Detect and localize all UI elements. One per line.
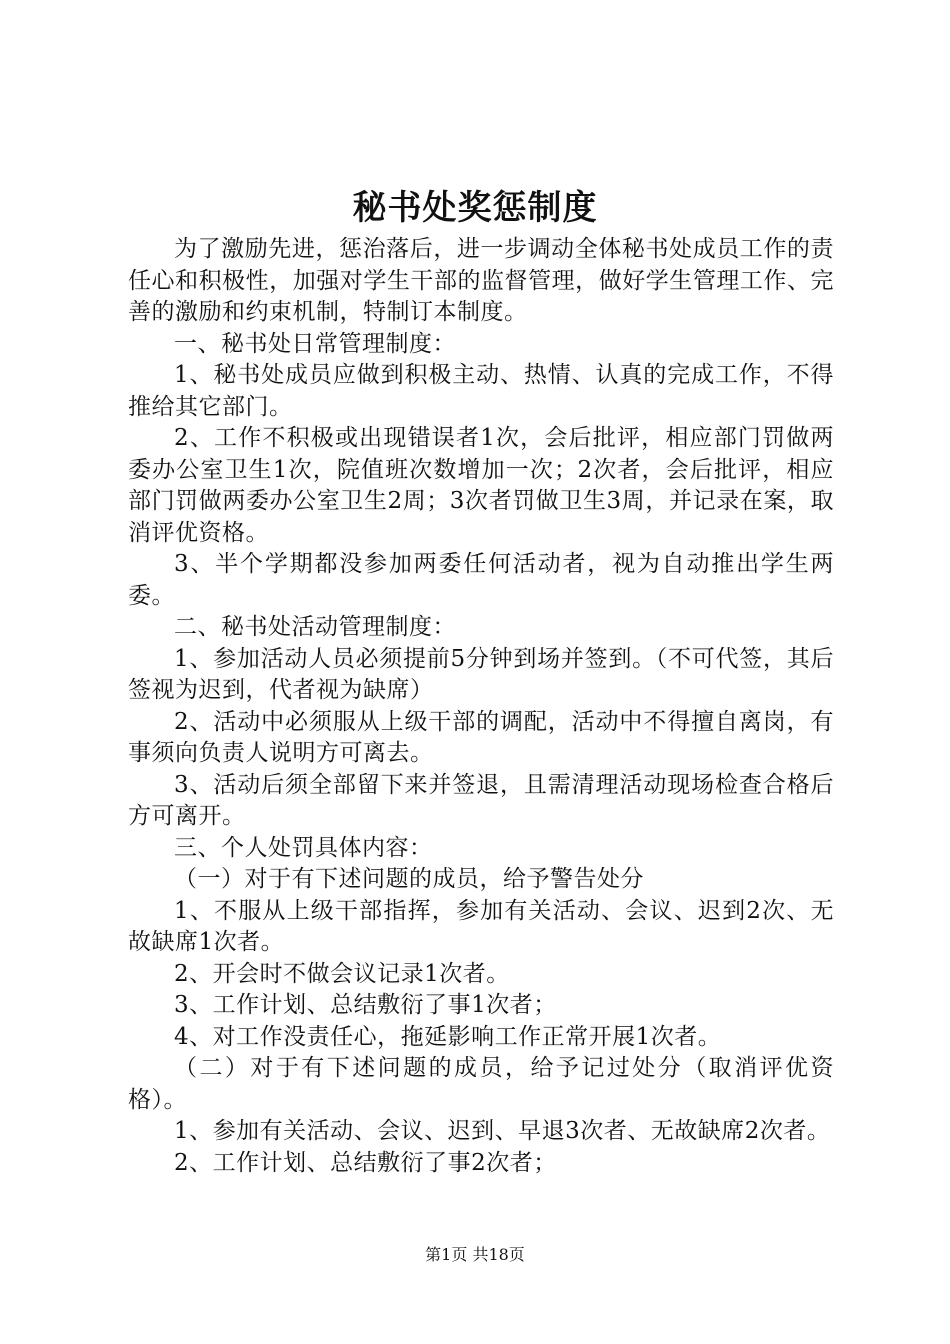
paragraph-intro: 为了激励先进，惩治落后，进一步调动全体秘书处成员工作的责任心和积极性，加强对学生干部的监督管理，做好学生管理工作、完善的激励和约束机制，特制订本制度。 bbox=[128, 236, 834, 325]
paragraph: 4、对工作没责任心，拖延影响工作正常开展1次者。 bbox=[174, 1023, 722, 1050]
subsection-heading-2: （二）对于有下述问题的成员，给予记过处分（取消评优资格）。 bbox=[128, 1055, 834, 1113]
paragraph: 2、活动中必须服从上级干部的调配，活动中不得擅自离岗，有事须向负责人说明方可离去。 bbox=[128, 708, 834, 766]
document-title: 秘书处奖惩制度 bbox=[352, 188, 598, 228]
paragraph: 1、秘书处成员应做到积极主动、热情、认真的完成工作，不得推给其它部门。 bbox=[128, 362, 834, 420]
paragraph: 1、参加有关活动、会议、迟到、早退3次者、无故缺席2次者。 bbox=[174, 1118, 831, 1144]
document-body bbox=[128, 234, 834, 1179]
section-heading-3: 三、个人处罚具体内容： bbox=[174, 834, 433, 861]
paragraph: 3、半个学期都没参加两委任何活动者，视为自动推出学生两委。 bbox=[128, 551, 834, 609]
subsection-heading-1: （一）对于有下述问题的成员，给予警告处分 bbox=[174, 866, 644, 892]
section-heading-1: 一、秘书处日常管理制度： bbox=[174, 330, 456, 357]
paragraph: 2、工作不积极或出现错误者1次，会后批评，相应部门罚做两委办公室卫生1次，院值班次数增加一次；2次者，会后批评，相应部门罚做两委办公室卫生2周；3次者罚做卫生3周，并记录在案，取消评优资格。 bbox=[128, 425, 834, 546]
page-footer: 第1页 共18页 bbox=[425, 1245, 525, 1264]
paragraph: 3、活动后须全部留下来并签退，且需清理活动现场检查合格后方可离开。 bbox=[128, 771, 834, 829]
paragraph: 1、参加活动人员必须提前5分钟到场并签到。（不可代签，其后签视为迟到，代者视为缺席） bbox=[128, 645, 834, 703]
section-heading-2: 二、秘书处活动管理制度： bbox=[174, 614, 456, 640]
paragraph: 2、开会时不做会议记录1次者。 bbox=[174, 960, 510, 987]
paragraph: 3、工作计划、总结敷衍了事1次者； bbox=[174, 992, 557, 1018]
paragraph: 2、工作计划、总结敷衍了事2次者； bbox=[174, 1149, 557, 1176]
paragraph: 1、不服从上级干部指挥，参加有关活动、会议、迟到2次、无故缺席1次者。 bbox=[128, 897, 834, 955]
